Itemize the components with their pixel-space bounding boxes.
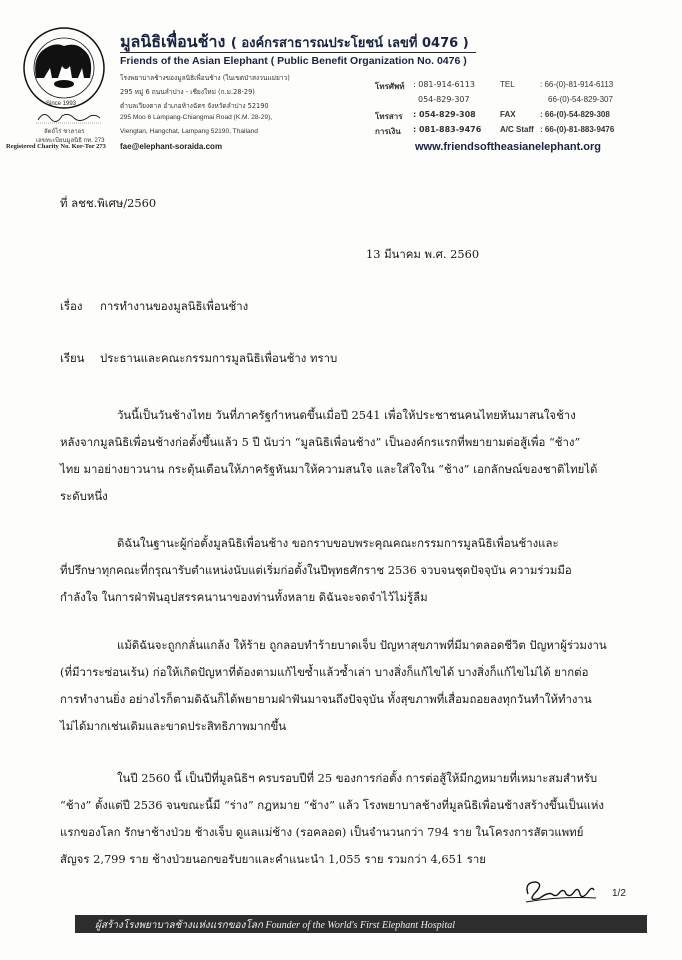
paragraph-2-line-1: ดิฉันในฐานะผู้ก่อตั้งมูลนิธิเพื่อนช้าง ขอกราบขอบพระคุณคณะกรรมการมูลนิธิเพื่อนช้างและ xyxy=(117,536,559,550)
finance-th: : 081-883-9476 xyxy=(413,125,482,134)
title-divider xyxy=(120,52,476,53)
fax-en: : 66-(0)-54-829-308 xyxy=(540,110,610,119)
fax-label-th: โทรสาร xyxy=(375,112,403,121)
paragraph-4-line-3: แรกของโลก รักษาช้างป่วย ช้างเจ็บ ดูแลแม่ช้าง (รอคลอด) เป็นจำนวนกว่า 794 ราย ในโครงการสัตวแพทย์ xyxy=(60,825,584,839)
address-en-2: Viengtan, Hangchat, Lampang 52190, Thailand xyxy=(120,128,258,135)
paragraph-2-line-2: ที่ปรึกษาทุกคณะที่กรุณารับตำแหน่งนับแต่เริ่มก่อตั้งในปีพุทธศักราช 2536 จวบจนชุดปัจจุบัน ความร่วมมือ xyxy=(60,563,572,577)
paragraph-2-line-3: กำลังใจ ในการฝ่าฟันอุปสรรคนานาของท่านทั้งหลาย ดิฉันจะจดจำไว้ไม่รู้ลืม xyxy=(60,590,428,604)
letter-date: 13 มีนาคม พ.ศ. 2560 xyxy=(366,247,480,261)
phone-label-th: โทรศัพท์ xyxy=(375,82,405,91)
paragraph-3-line-2: (ที่มีวาระซ่อนเร้น) ก่อให้เกิดปัญหาที่ต้องตามแก้ไขซ้ำแล้วซ้ำเล่า บางสิ่งก็แก้ไขได้ บางสิ่งก็แก้ไขไม่ได้ ยากต่อ xyxy=(60,665,589,679)
paragraph-1-line-4: ระดับหนึ่ง xyxy=(60,489,108,503)
subject-text: การทำงานของมูลนิธิเพื่อนช้าง xyxy=(100,299,249,313)
paragraph-3-line-3: การทำงานยิ่ง อย่างไรก็ตามดิฉันก็ได้พยายามฝ่าฟันมาจนถึงปัจจุบัน ทั้งสุขภาพที่เสื่อมถอยลงทุกวันทำให้ทำงาน xyxy=(60,692,592,706)
foundation-logo-icon xyxy=(22,26,106,110)
address-th-2: 295 หมู่ 6 ถนนลำปาง - เชียงใหม่ (ก.ม.28-29) xyxy=(120,88,255,96)
logo-sign-label: ลัตถ์ไร่ ชาลาอร xyxy=(44,129,85,135)
website-link[interactable]: www.friendsoftheasianelephant.org xyxy=(415,141,602,153)
letter-ref: ที่ ลชช.พิเศษ/2560 xyxy=(60,196,157,210)
paragraph-1-line-3: ไทย มาอย่างยาวนาน กระตุ้นเตือนให้ภาครัฐหันมาให้ความสนใจ และใส่ใจใน “ช้าง” เอกลักษณ์ของชาติไทยได้ xyxy=(60,462,598,476)
fax-th: : 054-829-308 xyxy=(413,110,476,119)
staff-en: : 66-(0)-81-883-9476 xyxy=(540,125,615,134)
paragraph-1-line-1: วันนี้เป็นวันช้างไทย วันที่ภาครัฐกำหนดขึ้นเมื่อปี 2541 เพื่อให้ประชาชนคนไทยหันมาสนใจช้าง xyxy=(117,408,576,422)
footer-text: ผู้สร้างโรงพยาบาลช้างแห่งแรกของโลก Founder of the World's First Elephant Hospital xyxy=(95,920,456,931)
salutation-text: ประธานและคณะกรรมการมูลนิธิเพื่อนช้าง ทราบ xyxy=(100,351,338,365)
logo-registration-th: เลขทะเบียนมูลนิธิ กท. 273 xyxy=(36,138,105,144)
tel-en-1: : 66-(0)-81-914-6113 xyxy=(540,80,614,89)
phone-th-1: : 081-914-6113 xyxy=(413,80,475,89)
page-number: 1/2 xyxy=(612,888,626,899)
paragraph-4-line-1: ในปี 2560 นี้ เป็นปีที่มูลนิธิฯ ครบรอบปีที่ 25 ของการก่อตั้ง การต่อสู้ให้มีกฎหมายที่เหมาะสมสำหรับ xyxy=(117,771,598,785)
logo-since: Since 1993 xyxy=(46,101,77,107)
email-link[interactable]: fae@elephant-soraida.com xyxy=(120,142,223,151)
director-signature-icon xyxy=(34,108,104,126)
address-th-1: โรงพยาบาลช้างของมูลนิธิเพื่อนช้าง (ในเขตป่าสงวนแม่ยาว) xyxy=(120,74,290,82)
org-title-en: Friends of the Asian Elephant ( Public Benefit Organization No. 0476 ) xyxy=(120,55,467,67)
salutation-label: เรียน xyxy=(60,351,85,365)
staff-label-en: A/C Staff xyxy=(500,125,534,134)
address-th-3: ตำบลเวียงตาล อำเภอห้างฉัตร จังหวัดลำปาง 52190 xyxy=(120,102,269,110)
paragraph-4-line-4: สัญจร 2,799 ราย ช้างป่วยนอกขอรับยาและคำแนะนำ 1,055 ราย รวมกว่า 4,651 ราย xyxy=(60,852,486,866)
org-title-th: มูลนิธิเพื่อนช้าง xyxy=(120,32,226,51)
fax-label-en: FAX xyxy=(500,110,516,119)
phone-th-2: 054-829-307 xyxy=(418,95,470,104)
subject-label: เรื่อง xyxy=(60,299,83,313)
logo-registration-en: Registered Charity No. Kor-Tor 273 xyxy=(6,143,106,150)
paragraph-4-line-2: “ช้าง” ตั้งแต่ปี 2536 จนขณะนี้มี “ร่าง” กฎหมาย “ช้าง” แล้ว โรงพยาบาลช้างที่มูลนิธิเพื่อนช้างสร้างขึ้นเป็นแห่ง xyxy=(60,798,604,812)
handwritten-signature-icon xyxy=(520,872,600,906)
paragraph-3-line-1: แม้ดิฉันจะถูกกลั่นแกล้ง ให้ร้าย ถูกลอบทำร้ายบาดเจ็บ ปัญหาสุขภาพที่มีมาตลอดชีวิต ปัญหาผู้ร่วมงาน xyxy=(117,638,607,652)
address-en-1: 295 Moo 6 Lampang-Chiangmai Road (K.M. 28-29), xyxy=(120,114,273,121)
finance-label-th: การเงิน xyxy=(375,127,401,136)
tel-en-2: 66-(0)-54-829-307 xyxy=(548,95,613,104)
org-title-paren: ( องค์กรสาธารณประโยชน์ เลขที่ 0476 ) xyxy=(230,36,469,51)
tel-label-en: TEL xyxy=(500,80,515,89)
paragraph-3-line-4: ไม่ได้มากเช่นเดิมและขาดประสิทธิภาพมากขึ้น xyxy=(60,719,287,733)
paragraph-1-line-2: หลังจากมูลนิธิเพื่อนช้างก่อตั้งขึ้นแล้ว 5 ปี นับว่า “มูลนิธิเพื่อนช้าง” เป็นองค์กรแรกที่พยายามต่อสู้เพื่อ “ช้าง” xyxy=(60,435,581,449)
